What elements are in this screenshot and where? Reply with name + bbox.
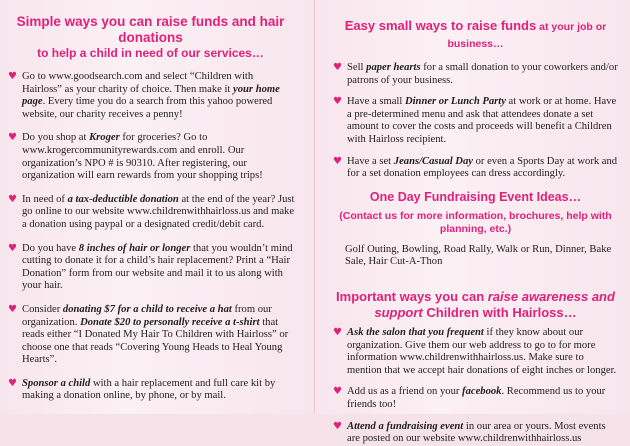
list-item — [331, 156, 620, 181]
list-item — [331, 62, 620, 87]
list-item — [6, 243, 295, 293]
item-text — [347, 386, 620, 411]
item-text-plain: if they know about our organization. Give them our web address to go to for more information www.childrenwithhairloss.us. Make sure to mention that we accept hair donations of eight inches or longer. — [347, 326, 617, 376]
heart-bullet-icon: ♥ — [8, 377, 17, 389]
left-title: Simple ways you can raise funds and hair donations — [16, 14, 285, 45]
item-text-emphasis: facebook — [462, 386, 502, 398]
item-text-emphasis: 8 inches of hair or longer — [78, 242, 191, 254]
left-subtitle: to help a child in need of our services… — [37, 46, 264, 60]
item-text-plain: Do you have — [22, 242, 79, 254]
left-panel — [0, 0, 315, 414]
item-text-emphasis: paper hearts — [366, 62, 421, 73]
awareness-title-pre: Important ways you can — [336, 288, 488, 304]
list-item — [331, 327, 620, 377]
heart-bullet-icon: ♥ — [8, 132, 17, 144]
item-text-plain: from our organization. — [22, 303, 272, 328]
item-text-plain: Have a set — [347, 155, 394, 167]
item-text-plain: . Recommend us to your friends too! — [347, 386, 606, 410]
item-text — [22, 132, 295, 182]
item-text-plain: for a small donation to your coworkers and/or patrons of your business. — [347, 62, 618, 86]
list-item — [6, 132, 295, 182]
list-item — [331, 421, 620, 446]
item-text-plain: Consider — [22, 303, 63, 315]
item-text-emphasis: donating $7 for a child to receive a hat — [62, 303, 232, 315]
item-text-emphasis: Attend a fundraising event — [347, 420, 464, 432]
item-text-emphasis: a tax-deductible donation — [67, 193, 179, 205]
heart-bullet-icon: ♥ — [333, 155, 342, 167]
heart-bullet-icon: ♥ — [333, 420, 342, 432]
right-panel — [315, 0, 630, 445]
item-text-plain: at work or at home. Have a pre-determined menu and ask that attendees donate a set amount to cover the costs and proceeds will benefit a Children with Hairloss recipient. — [347, 96, 617, 145]
heart-bullet-icon: ♥ — [8, 71, 17, 82]
item-text-plain: in our area or yours. Most events are posted on our website www.childrenwithhairloss.us — [347, 420, 606, 445]
awareness-title-emphasis: raise awareness and support — [374, 288, 615, 320]
item-text-plain: . Every time you do a search from this yahoo powered website, our charity receives a penny! — [22, 96, 273, 120]
item-text-emphasis: Sponsor a child — [22, 377, 91, 389]
item-text-plain: Have a small — [347, 96, 405, 108]
right-title-tail: at your job or business… — [447, 21, 607, 50]
list-item — [6, 194, 295, 232]
item-text-emphasis: Donate $20 to personally receive a t-shirt — [80, 316, 260, 328]
awareness-title — [331, 289, 620, 321]
item-text-plain: Go to www.goodsearch.com and select “Children with Hairloss” as your charity of choice. Then make it — [22, 71, 254, 95]
item-text-plain: In need of — [22, 193, 68, 205]
item-text-emphasis: Ask the salon that you frequent — [347, 326, 484, 338]
item-text — [347, 327, 620, 377]
heart-bullet-icon: ♥ — [8, 303, 17, 315]
item-text-plain: for groceries? Go to www.krogercommunityrewards.com and enroll. Our organization’s NPO # is 90310. After registering, our organization will earn rewards from your shopping trips! — [22, 132, 263, 182]
item-text-emphasis: Dinner or Lunch Party — [404, 96, 506, 108]
item-text — [22, 71, 295, 121]
awareness-title-post: Children with Hairloss… — [422, 304, 577, 320]
heart-bullet-icon: ♥ — [333, 386, 342, 398]
item-text — [347, 156, 620, 181]
event-ideas-list: Golf Outing, Bowling, Road Rally, Walk or Run, Dinner, Bake Sale, Hair Cut-A-Thon — [345, 243, 612, 268]
item-text-emphasis: Kroger — [89, 132, 120, 144]
item-text — [22, 194, 295, 232]
list-item — [6, 378, 295, 403]
heart-bullet-icon: ♥ — [8, 193, 17, 205]
right-title-main: Easy small ways to raise funds — [344, 18, 537, 33]
heart-bullet-icon: ♥ — [333, 96, 342, 108]
list-item — [331, 386, 620, 411]
item-text-plain: that reads either “I Donated My Hair To Children with Hairloss” or choose one that reads “Covering Young Heads to Heal Young Hearts”. — [22, 316, 289, 366]
item-text — [347, 62, 620, 87]
item-text-plain: Add us as a friend on your — [347, 386, 463, 398]
list-item — [6, 71, 295, 121]
item-text — [22, 304, 295, 367]
item-text-plain: at the end of the year? Just go online to our website www.childrenwithhairloss.us and make a donation using paypal or a designated credit/debit card. — [22, 193, 295, 230]
item-text — [22, 378, 295, 403]
item-text-plain: that you wouldn’t mind cutting to donate it for a child’s hair replacement? Print a “Hair Donation” form from our website and mail it to us along with your hair. — [22, 242, 293, 292]
list-item — [331, 96, 620, 146]
event-ideas-note: (Contact us for more information, brochures, help with planning, etc.) — [339, 209, 612, 235]
item-text-emphasis: your home page — [22, 83, 280, 108]
item-text-emphasis: Jeans/Casual Day — [393, 155, 473, 167]
item-text — [347, 421, 620, 446]
item-text — [22, 243, 295, 293]
list-item — [6, 304, 295, 367]
item-text — [347, 96, 620, 146]
heart-bullet-icon: ♥ — [333, 62, 342, 73]
item-text-plain: Sell — [347, 62, 367, 73]
item-text-plain: or even a Sports Day at work and for a set donation employees can dress accordingly. — [347, 155, 618, 180]
event-ideas-title: One Day Fundraising Event Ideas… — [369, 189, 582, 204]
heart-bullet-icon: ♥ — [8, 242, 17, 254]
heart-bullet-icon: ♥ — [333, 326, 342, 338]
right-title — [331, 18, 620, 52]
item-text-plain: with a hair replacement and full care kit by making a donation online, by phone, or by mail. — [22, 377, 276, 402]
item-text-plain: Do you shop at — [22, 132, 90, 144]
